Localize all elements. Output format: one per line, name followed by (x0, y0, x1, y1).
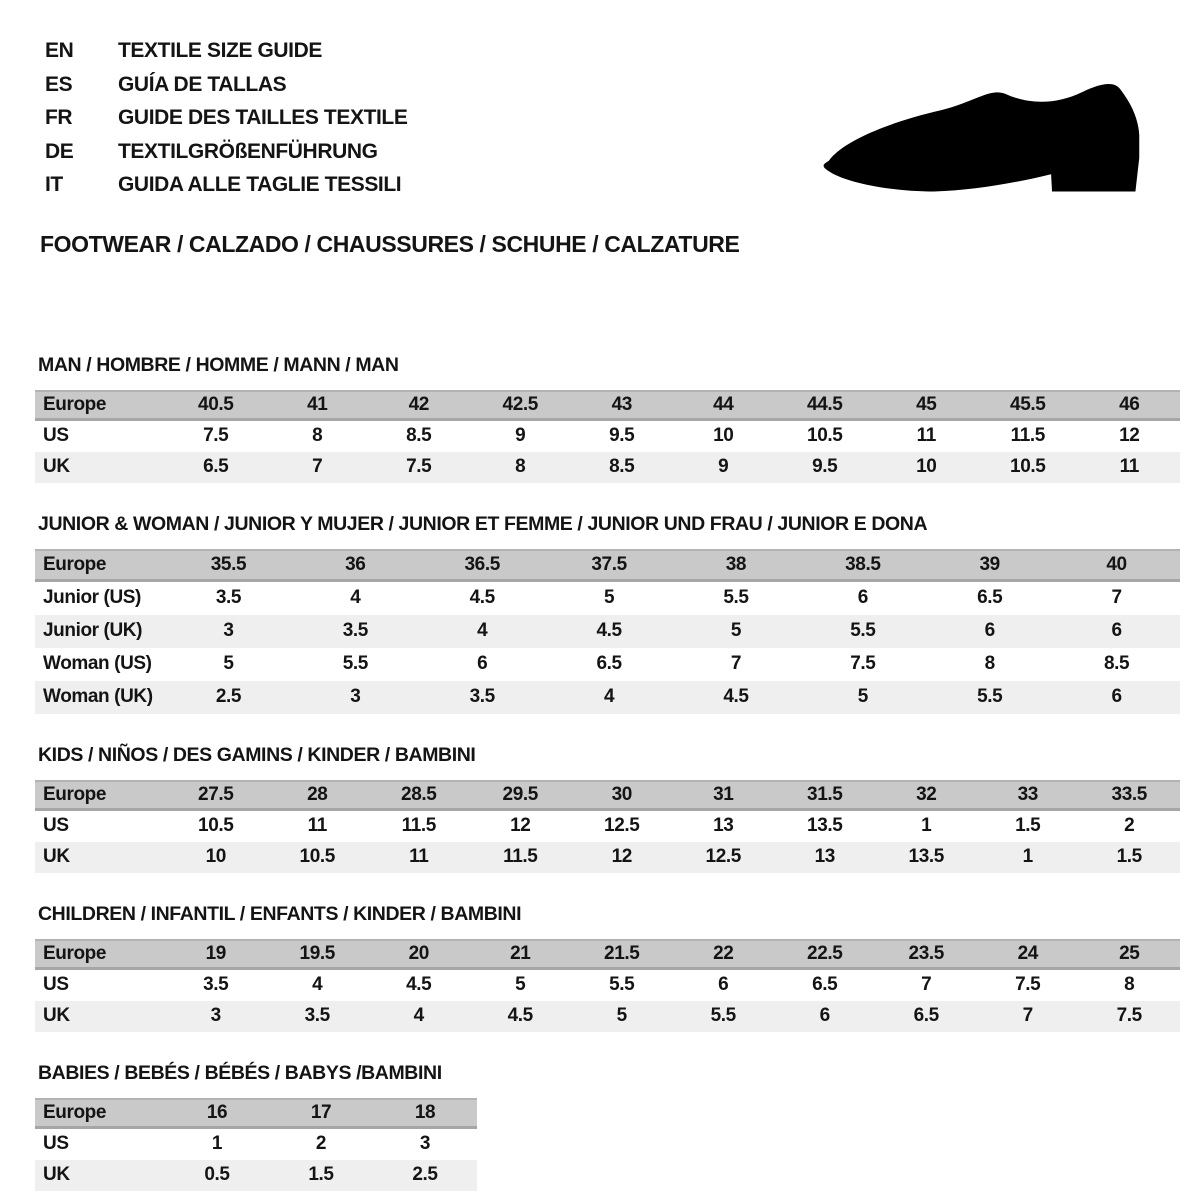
size-cell: 5 (515, 974, 526, 995)
row-label: US (43, 425, 69, 446)
size-cell: 13.5 (807, 815, 843, 836)
size-cell: 6 (718, 974, 729, 995)
size-cell: 3 (223, 620, 234, 641)
size-cell: 6 (984, 620, 995, 641)
section-kids (35, 744, 1180, 873)
size-cell: 7.5 (1015, 974, 1041, 995)
size-cell: 12 (611, 846, 632, 867)
size-cell: 13 (814, 846, 835, 867)
size-cell: 3.5 (469, 686, 495, 707)
size-cell: 38.5 (845, 553, 881, 575)
size-cell: 31.5 (807, 783, 843, 805)
size-cell: 4 (477, 620, 488, 641)
size-cell: 8.5 (406, 425, 432, 446)
size-row (35, 582, 1180, 615)
size-cell: 1.5 (308, 1164, 334, 1185)
size-cell: 13 (713, 815, 734, 836)
row-label: US (43, 815, 69, 836)
size-cell: 8 (515, 456, 526, 477)
size-cell: 28 (307, 783, 328, 805)
size-cell: 46 (1119, 393, 1140, 415)
row-label: Europe (43, 942, 107, 964)
size-row (35, 970, 1180, 1001)
size-cell: 7.5 (1116, 1005, 1142, 1026)
size-cell: 32 (916, 783, 937, 805)
guide-title: TEXTILGRÖßENFÜHRUNG (118, 139, 378, 163)
section-title: CHILDREN / INFANTIL / ENFANTS / KINDER / BAMBINI (38, 902, 522, 925)
row-label: Woman (US) (43, 653, 152, 674)
size-cell: 30 (611, 783, 632, 805)
size-cell: 11 (916, 425, 936, 446)
size-cell: 9.5 (812, 456, 838, 477)
row-label: UK (43, 1005, 70, 1026)
size-cell: 1 (211, 1133, 223, 1154)
size-cell: 7 (921, 974, 932, 995)
section-title: KIDS / NIÑOS / DES GAMINS / KINDER / BAMBINI (38, 743, 476, 766)
size-cell: 19.5 (299, 942, 335, 964)
size-cell: 5 (616, 1005, 627, 1026)
size-cell: 6.5 (203, 456, 229, 477)
size-row (35, 648, 1180, 681)
size-cell: 6.5 (812, 974, 838, 995)
size-cell: 10.5 (299, 846, 335, 867)
size-cell: 8.5 (609, 456, 635, 477)
size-cell: 28.5 (401, 783, 437, 805)
size-row (35, 811, 1180, 842)
size-cell: 11 (409, 846, 429, 867)
size-cell: 10 (205, 846, 226, 867)
size-cell: 7.5 (203, 425, 229, 446)
size-row (35, 1129, 477, 1160)
size-cell: 5.5 (977, 686, 1003, 707)
size-cell: 5.5 (850, 620, 876, 641)
size-cell: 42 (408, 393, 429, 415)
size-cell: 43 (611, 393, 632, 415)
size-tables (35, 354, 1180, 1191)
size-cell: 11.5 (401, 815, 436, 836)
size-cell: 6 (857, 587, 868, 608)
size-cell: 9 (718, 456, 729, 477)
size-cell: 40.5 (198, 393, 234, 415)
guide-title: TEXTILE SIZE GUIDE (118, 39, 322, 62)
size-cell: 16 (206, 1101, 228, 1123)
size-cell: 3 (210, 1005, 221, 1026)
size-cell: 44.5 (807, 393, 843, 415)
size-cell: 21.5 (604, 942, 640, 964)
size-cell: 7 (730, 653, 742, 674)
size-cell: 6 (1111, 686, 1122, 707)
size-cell: 20 (408, 942, 429, 964)
size-cell: 41 (307, 393, 328, 415)
size-cell: 6.5 (977, 587, 1003, 608)
row-label: Junior (UK) (43, 620, 143, 641)
size-cell: 4.5 (469, 587, 495, 608)
size-cell: 33.5 (1111, 783, 1147, 805)
size-cell: 12.5 (604, 815, 640, 836)
row-label: Junior (US) (43, 587, 141, 608)
size-cell: 35.5 (210, 553, 247, 575)
row-label: UK (43, 846, 70, 867)
row-label: US (43, 974, 69, 995)
language-code: DE (45, 139, 74, 163)
size-cell: 1 (1022, 846, 1033, 867)
size-cell: 31 (713, 783, 734, 805)
size-cell: 5.5 (342, 653, 368, 674)
size-cell: 42.5 (502, 393, 538, 415)
size-cell: 22.5 (807, 942, 843, 964)
size-cell: 4 (413, 1005, 424, 1026)
size-cell: 3.5 (304, 1005, 330, 1026)
size-row (35, 1160, 477, 1191)
size-header-row (35, 939, 1180, 970)
size-cell: 1.5 (1116, 846, 1142, 867)
size-cell: 45.5 (1010, 393, 1046, 415)
size-cell: 19 (205, 942, 226, 964)
kids-table (35, 780, 1180, 873)
language-code: FR (45, 106, 73, 129)
size-cell: 8 (312, 425, 323, 446)
size-cell: 37.5 (591, 553, 627, 575)
junior-woman-table (35, 549, 1180, 714)
size-cell: 22 (713, 942, 734, 964)
size-cell: 2 (315, 1133, 327, 1154)
size-cell: 6.5 (913, 1005, 939, 1026)
size-cell: 36 (345, 553, 366, 575)
size-cell: 5.5 (723, 587, 749, 608)
size-cell: 6.5 (596, 653, 622, 674)
section-babies (35, 1062, 1180, 1191)
guide-title: GUIDE DES TAILLES TEXTILE (118, 106, 408, 129)
size-cell: 3.5 (215, 587, 242, 608)
size-cell: 24 (1017, 942, 1038, 964)
size-cell: 7 (1022, 1005, 1033, 1026)
size-cell: 9 (515, 425, 526, 446)
man-table (35, 390, 1180, 483)
size-cell: 8 (984, 653, 995, 674)
size-cell: 5.5 (609, 974, 635, 995)
row-label: Europe (43, 1101, 107, 1123)
section-title: MAN / HOMBRE / HOMME / MANN / MAN (38, 353, 399, 376)
row-label: UK (43, 456, 70, 477)
babies-table (35, 1098, 477, 1191)
size-cell: 10 (916, 456, 937, 477)
language-code: EN (45, 39, 74, 62)
size-row (35, 615, 1180, 648)
size-cell: 8.5 (1103, 653, 1130, 674)
row-label: Europe (43, 783, 107, 805)
row-label: US (43, 1133, 69, 1154)
guide-title: GUÍA DE TALLAS (118, 72, 287, 96)
size-cell: 39 (979, 553, 1000, 575)
language-code: ES (45, 72, 73, 96)
size-cell: 3 (350, 686, 361, 707)
size-cell: 11 (307, 815, 327, 836)
size-cell: 5 (730, 620, 742, 641)
guide-title: GUIDA ALLE TAGLIE TESSILI (118, 173, 402, 196)
size-header-row (35, 390, 1180, 421)
size-cell: 8 (1124, 974, 1135, 995)
size-cell: 25 (1119, 942, 1140, 964)
size-cell: 29.5 (502, 783, 538, 805)
size-cell: 5 (857, 686, 868, 707)
size-row (35, 842, 1180, 873)
row-label: UK (43, 1164, 70, 1185)
size-cell: 45 (916, 393, 937, 415)
size-cell: 4.5 (507, 1005, 533, 1026)
size-cell: 4.5 (596, 620, 622, 641)
size-header-row (35, 549, 1180, 582)
shoe-icon (800, 63, 1145, 205)
size-cell: 5 (603, 587, 615, 608)
size-cell: 4 (312, 974, 323, 995)
category-title: FOOTWEAR / CALZADO / CHAUSSURES / SCHUHE / CALZATURE (40, 230, 740, 257)
size-cell: 23.5 (908, 942, 944, 964)
row-label: Woman (UK) (43, 686, 153, 707)
size-cell: 2.5 (215, 686, 242, 707)
section-title: JUNIOR & WOMAN / JUNIOR Y MUJER / JUNIOR ET FEMME / JUNIOR UND FRAU / JUNIOR E DONA (38, 512, 928, 535)
size-header-row (35, 1098, 477, 1129)
size-cell: 5.5 (710, 1005, 736, 1026)
size-header-row (35, 780, 1180, 811)
size-cell: 4.5 (723, 686, 749, 707)
size-cell: 5 (223, 653, 234, 674)
size-cell: 10 (713, 425, 734, 446)
size-cell: 36.5 (464, 553, 500, 575)
section-junior-woman (35, 513, 1180, 714)
size-cell: 40 (1106, 553, 1127, 575)
size-cell: 12 (1119, 425, 1140, 446)
size-cell: 4.5 (406, 974, 432, 995)
size-cell: 11.5 (1010, 425, 1045, 446)
size-cell: 38 (725, 553, 747, 575)
language-code: IT (45, 173, 63, 196)
size-cell: 6 (819, 1005, 830, 1026)
size-cell: 12 (510, 815, 531, 836)
size-cell: 18 (414, 1101, 436, 1123)
size-cell: 7.5 (850, 653, 876, 674)
size-cell: 10.5 (1010, 456, 1046, 477)
size-cell: 4 (603, 686, 615, 707)
size-cell: 6 (1111, 620, 1122, 641)
size-cell: 27.5 (198, 783, 234, 805)
size-cell: 7.5 (406, 456, 432, 477)
size-cell: 10.5 (807, 425, 843, 446)
size-cell: 3.5 (342, 620, 368, 641)
size-cell: 1.5 (1015, 815, 1041, 836)
size-row (35, 681, 1180, 714)
size-cell: 7 (312, 456, 323, 477)
size-cell: 9.5 (609, 425, 635, 446)
size-cell: 1 (921, 815, 932, 836)
size-cell: 0.5 (204, 1164, 230, 1185)
size-row (35, 1001, 1180, 1032)
size-cell: 2 (1124, 815, 1135, 836)
size-cell: 6 (477, 653, 488, 674)
size-cell: 7 (1111, 587, 1122, 608)
size-row (35, 421, 1180, 452)
row-label: Europe (43, 553, 107, 575)
size-cell: 33 (1017, 783, 1038, 805)
size-cell: 11.5 (503, 846, 538, 867)
size-cell: 4 (350, 587, 361, 608)
size-cell: 11 (1119, 456, 1139, 477)
size-cell: 44 (713, 393, 734, 415)
size-cell: 21 (510, 942, 531, 964)
size-cell: 12.5 (705, 846, 741, 867)
size-cell: 17 (310, 1101, 332, 1123)
section-man (35, 354, 1180, 483)
size-cell: 10.5 (198, 815, 234, 836)
size-cell: 3 (419, 1133, 431, 1154)
children-table (35, 939, 1180, 1032)
size-row (35, 452, 1180, 483)
row-label: Europe (43, 393, 107, 415)
section-children (35, 903, 1180, 1032)
size-cell: 2.5 (412, 1164, 438, 1185)
section-title: BABIES / BEBÉS / BÉBÉS / BABYS /BAMBINI (38, 1061, 442, 1084)
size-cell: 13.5 (908, 846, 944, 867)
size-cell: 3.5 (203, 974, 229, 995)
